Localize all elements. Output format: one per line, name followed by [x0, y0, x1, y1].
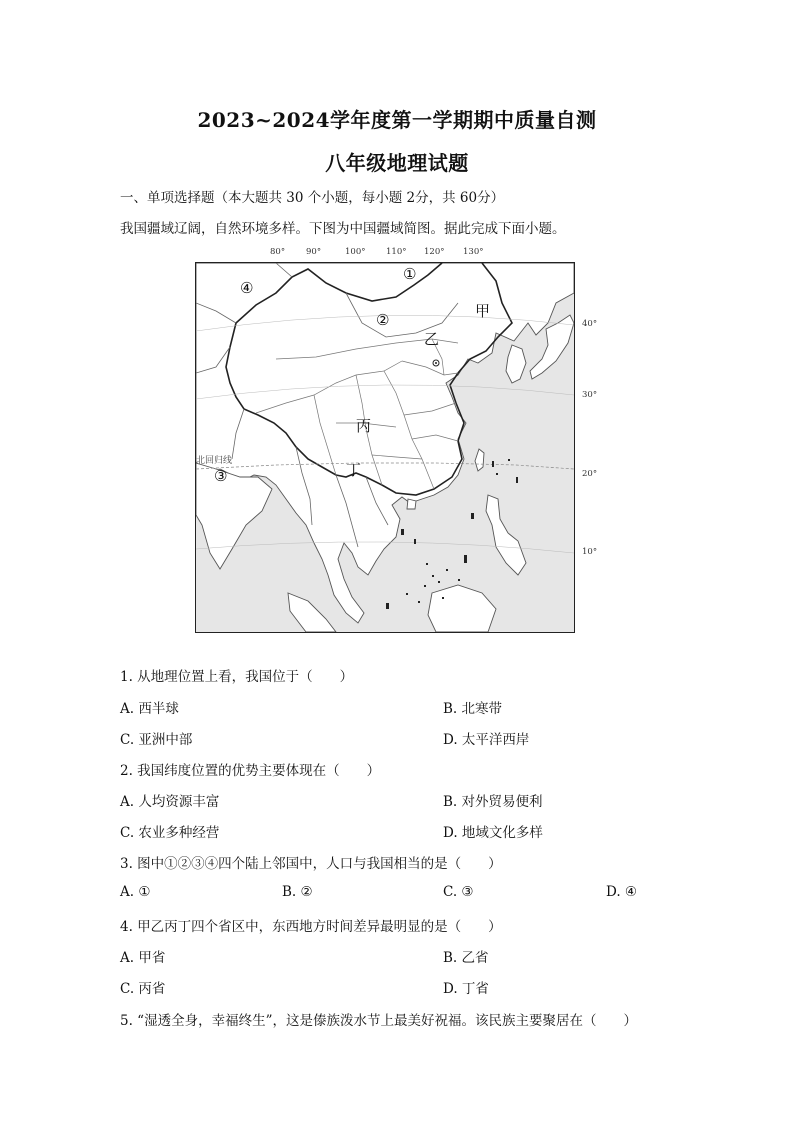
section-heading: 一、单项选择题（本大题共 30 个小题，每小题 2分，共 60分）	[120, 190, 505, 206]
question-1-stem: 1. 从地理位置上看，我国位于（ ）	[120, 669, 354, 685]
neighbor-label-1: ①	[403, 265, 417, 283]
province-label-yi: 乙	[424, 330, 440, 348]
neighbor-label-2: ②	[376, 311, 390, 329]
china-territory-map	[195, 262, 575, 633]
question-3-option-b[interactable]: B. ②	[282, 884, 313, 900]
question-3-option-d[interactable]: D. ④	[606, 884, 638, 900]
province-label-jia: 甲	[475, 302, 491, 320]
question-2-option-a[interactable]: A. 人均资源丰富	[120, 794, 220, 810]
lon-label-120: 120°	[424, 247, 445, 257]
question-4-option-c[interactable]: C. 丙省	[120, 981, 166, 997]
lat-label-20: 20°	[582, 469, 598, 479]
question-4-stem: 4. 甲乙丙丁四个省区中，东西地方时间差异最明显的是（ ）	[120, 919, 502, 935]
question-1-option-d[interactable]: D. 太平洋西岸	[443, 732, 530, 748]
question-2-stem: 2. 我国纬度位置的优势主要体现在（ ）	[120, 763, 381, 779]
question-4-option-b[interactable]: B. 乙省	[443, 950, 489, 966]
lon-label-100: 100°	[345, 247, 366, 257]
neighbor-label-3: ③	[214, 467, 228, 485]
lon-label-110: 110°	[386, 247, 407, 257]
question-3-stem: 3. 图中①②③④四个陆上邻国中，人口与我国相当的是（ ）	[120, 856, 502, 872]
question-1-option-c[interactable]: C. 亚洲中部	[120, 732, 193, 748]
tropic-of-cancer-label: 北回归线	[196, 456, 233, 466]
hainan-island	[407, 499, 416, 509]
question-4-option-d[interactable]: D. 丁省	[443, 981, 489, 997]
page-title: 2023~2024学年度第一学期期中质量自测	[197, 108, 597, 132]
question-2-option-c[interactable]: C. 农业多种经营	[120, 825, 220, 841]
lat-label-40: 40°	[582, 319, 598, 329]
question-3-option-c[interactable]: C. ③	[443, 884, 474, 900]
page-subtitle: 八年级地理试题	[325, 151, 469, 175]
province-label-bing: 丙	[356, 417, 372, 435]
question-2-option-d[interactable]: D. 地域文化多样	[443, 825, 543, 841]
neighbor-label-4: ④	[240, 279, 254, 297]
question-5-stem: 5. “湿透全身，幸福终生”，这是傣族泼水节上最美好祝福。该民族主要聚居在（ ）	[120, 1013, 637, 1029]
question-1-option-a[interactable]: A. 西半球	[120, 701, 179, 717]
question-3-option-a[interactable]: A. ①	[120, 884, 151, 900]
question-1-option-b[interactable]: B. 北寒带	[443, 701, 503, 717]
question-2-option-b[interactable]: B. 对外贸易便利	[443, 794, 543, 810]
lon-label-80: 80°	[270, 247, 286, 257]
lon-label-90: 90°	[306, 247, 322, 257]
province-label-ding: 丁	[346, 461, 362, 479]
lon-label-130: 130°	[463, 247, 484, 257]
lat-label-10: 10°	[582, 547, 598, 557]
section-intro: 我国疆域辽阔，自然环境多样。下图为中国疆域简图。据此完成下面小题。	[120, 221, 566, 237]
lat-label-30: 30°	[582, 390, 598, 400]
question-4-option-a[interactable]: A. 甲省	[120, 950, 166, 966]
